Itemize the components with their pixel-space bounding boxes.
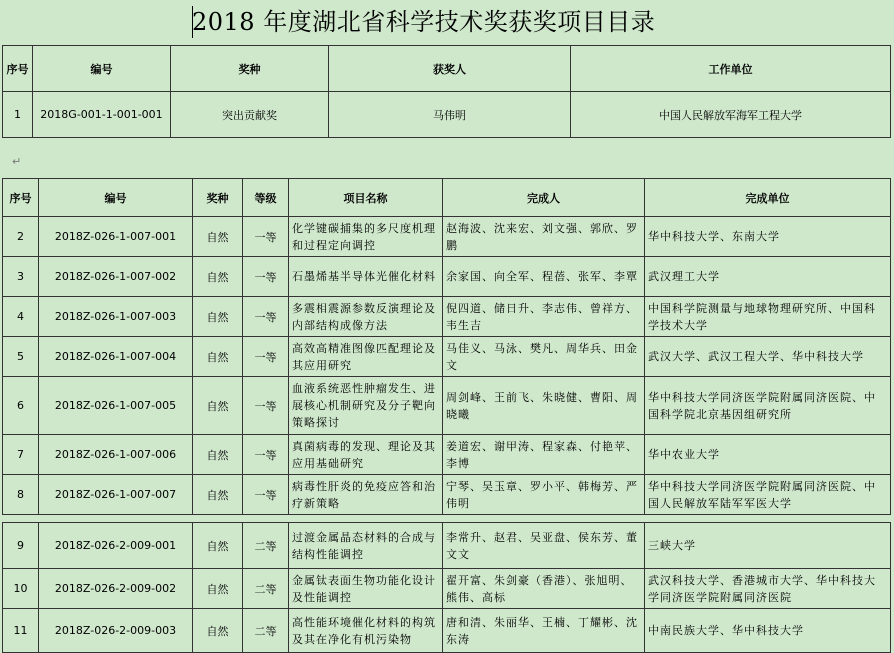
cell-award: 自然 <box>193 569 243 609</box>
cell-award: 突出贡献奖 <box>171 92 329 138</box>
cell-unit: 武汉理工大学 <box>645 257 891 297</box>
table-row <box>3 609 891 653</box>
document-title: 2018 年度湖北省科学技术奖获奖项目目录 <box>192 8 656 36</box>
header-cell: 工作单位 <box>571 46 891 92</box>
cell-people: 宁琴、吴玉章、罗小平、韩梅芳、严伟明 <box>443 475 645 515</box>
cell-code: 2018Z-026-1-007-004 <box>39 337 193 377</box>
cell-people: 唐和清、朱丽华、王楠、丁耀彬、沈东涛 <box>443 609 645 653</box>
cell-people: 倪四道、储日升、李志伟、曾祥方、韦生吉 <box>443 297 645 337</box>
cell-unit: 华中农业大学 <box>645 435 891 475</box>
table-row <box>3 523 891 569</box>
cell-award: 自然 <box>193 337 243 377</box>
cell-people: 姜道宏、谢甲涛、程家森、付艳苹、李博 <box>443 435 645 475</box>
cell-project: 高性能环境催化材料的构筑及其在净化有机污染物 <box>289 609 443 653</box>
cell-award: 自然 <box>193 377 243 435</box>
table-row <box>3 337 891 377</box>
header-cell: 获奖人 <box>329 46 571 92</box>
cell-index: 8 <box>3 475 39 515</box>
cell-project: 血液系统恶性肿瘤发生、进展核心机制研究及分子靶向策略探讨 <box>289 377 443 435</box>
cell-grade: 一等 <box>243 257 289 297</box>
cell-people: 赵海波、沈来宏、刘文强、郭欣、罗鹏 <box>443 217 645 257</box>
header-cell: 项目名称 <box>289 179 443 217</box>
cell-code: 2018Z-026-1-007-002 <box>39 257 193 297</box>
header-cell: 等级 <box>243 179 289 217</box>
cell-project: 高效高精准图像匹配理论及其应用研究 <box>289 337 443 377</box>
cell-award: 自然 <box>193 523 243 569</box>
table-header-row <box>3 179 891 217</box>
cell-unit: 华中科技大学同济医学院附属同济医院、中国科学院北京基因组研究所 <box>645 377 891 435</box>
header-cell: 编号 <box>33 46 171 92</box>
cell-award: 自然 <box>193 475 243 515</box>
paragraph-mark: ↵ <box>12 155 22 168</box>
cell-people: 李常升、赵君、吴亚盘、侯东芳、董文文 <box>443 523 645 569</box>
header-cell: 序号 <box>3 179 39 217</box>
table-row <box>3 377 891 435</box>
cell-project: 病毒性肝炎的免疫应答和治疗新策略 <box>289 475 443 515</box>
cell-project: 石墨烯基半导体光催化材料 <box>289 257 443 297</box>
table-row <box>3 435 891 475</box>
cell-code: 2018Z-026-2-009-001 <box>39 523 193 569</box>
header-cell: 奖种 <box>171 46 329 92</box>
cell-grade: 一等 <box>243 217 289 257</box>
cell-index: 3 <box>3 257 39 297</box>
cell-grade: 一等 <box>243 435 289 475</box>
cell-people: 周剑峰、王前飞、朱晓健、曹阳、周晓曦 <box>443 377 645 435</box>
table-row <box>3 297 891 337</box>
cell-code: 2018Z-026-1-007-003 <box>39 297 193 337</box>
cell-grade: 二等 <box>243 609 289 653</box>
cell-people: 马佳义、马泳、樊凡、周华兵、田金文 <box>443 337 645 377</box>
cell-code: 2018Z-026-1-007-005 <box>39 377 193 435</box>
cell-code: 2018G-001-1-001-001 <box>33 92 171 138</box>
cell-grade: 二等 <box>243 569 289 609</box>
cell-people: 余家国、向全军、程蓓、张军、李覃 <box>443 257 645 297</box>
table-row <box>3 92 891 138</box>
cell-code: 2018Z-026-2-009-002 <box>39 569 193 609</box>
header-cell: 完成单位 <box>645 179 891 217</box>
cell-code: 2018Z-026-2-009-003 <box>39 609 193 653</box>
cell-unit: 中国人民解放军海军工程大学 <box>571 92 891 138</box>
cell-index: 9 <box>3 523 39 569</box>
header-cell: 序号 <box>3 46 33 92</box>
cell-unit: 武汉科技大学、香港城市大学、华中科技大学同济医学院附属同济医院 <box>645 569 891 609</box>
natural-science-second-class-table <box>2 522 891 653</box>
cell-index: 11 <box>3 609 39 653</box>
cell-unit: 三峡大学 <box>645 523 891 569</box>
cell-award: 自然 <box>193 217 243 257</box>
cell-award: 自然 <box>193 257 243 297</box>
cell-index: 1 <box>3 92 33 138</box>
cell-project: 多震相震源参数反演理论及内部结构成像方法 <box>289 297 443 337</box>
cell-code: 2018Z-026-1-007-001 <box>39 217 193 257</box>
cell-award: 自然 <box>193 435 243 475</box>
special-contribution-table <box>2 45 891 138</box>
cell-index: 5 <box>3 337 39 377</box>
cell-index: 2 <box>3 217 39 257</box>
cell-unit: 华中科技大学、东南大学 <box>645 217 891 257</box>
cell-award: 自然 <box>193 609 243 653</box>
table-row <box>3 569 891 609</box>
cell-unit: 华中科技大学同济医学院附属同济医院、中国人民解放军陆军军医大学 <box>645 475 891 515</box>
cell-unit: 中国科学院测量与地球物理研究所、中国科学技术大学 <box>645 297 891 337</box>
cell-unit: 武汉大学、武汉工程大学、华中科技大学 <box>645 337 891 377</box>
cell-grade: 一等 <box>243 297 289 337</box>
cell-grade: 二等 <box>243 523 289 569</box>
natural-science-first-class-table <box>2 178 891 515</box>
cell-people: 翟开富、朱剑豪（香港）、张旭明、熊伟、高标 <box>443 569 645 609</box>
cell-unit: 中南民族大学、华中科技大学 <box>645 609 891 653</box>
cell-code: 2018Z-026-1-007-007 <box>39 475 193 515</box>
cell-index: 7 <box>3 435 39 475</box>
cell-winner: 马伟明 <box>329 92 571 138</box>
cell-project: 化学键碳捕集的多尺度机理和过程定向调控 <box>289 217 443 257</box>
cell-index: 4 <box>3 297 39 337</box>
table-row <box>3 217 891 257</box>
cell-index: 10 <box>3 569 39 609</box>
table-header-row <box>3 46 891 92</box>
header-cell: 完成人 <box>443 179 645 217</box>
cell-project: 真菌病毒的发现、理论及其应用基础研究 <box>289 435 443 475</box>
cell-index: 6 <box>3 377 39 435</box>
cell-grade: 一等 <box>243 475 289 515</box>
cell-project: 过渡金属晶态材料的合成与结构性能调控 <box>289 523 443 569</box>
cell-award: 自然 <box>193 297 243 337</box>
cell-project: 金属钛表面生物功能化设计及性能调控 <box>289 569 443 609</box>
table-row <box>3 257 891 297</box>
table-row <box>3 475 891 515</box>
cell-grade: 一等 <box>243 377 289 435</box>
cell-grade: 一等 <box>243 337 289 377</box>
cell-code: 2018Z-026-1-007-006 <box>39 435 193 475</box>
header-cell: 奖种 <box>193 179 243 217</box>
header-cell: 编号 <box>39 179 193 217</box>
